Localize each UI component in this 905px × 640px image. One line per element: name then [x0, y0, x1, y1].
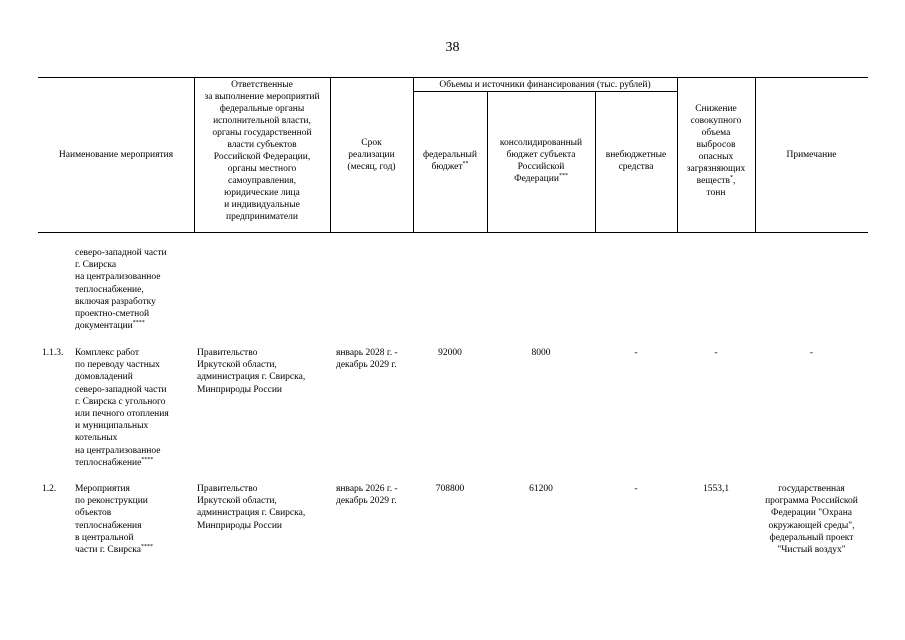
header-federal: федеральный бюджет**	[423, 150, 477, 172]
page-number: 38	[445, 40, 460, 55]
table-row-federal: 92000	[438, 348, 462, 358]
table-row-responsible: Правительство Иркутской области, администрация г. Свирска, Минприроды России	[197, 348, 306, 395]
table-row-term: январь 2028 г. - декабрь 2029 г.	[336, 348, 398, 371]
header-note: Примечание	[786, 150, 837, 160]
table-row-note: государственная программа Российской Федерации "Охрана окружающей среды", федеральный проект "Чистый воздух"	[765, 484, 858, 556]
header-reduction: Снижение совокупного объема выбросов опасных загрязняющих веществ*, тонн	[686, 104, 746, 198]
table-row-consolidated: 61200	[529, 484, 553, 494]
table-row-number: 1.1.3.	[42, 348, 64, 358]
table-header-bottom-rule	[38, 232, 868, 233]
funding-subheader-rule	[413, 91, 677, 92]
table-row-number: 1.2.	[42, 484, 57, 494]
table-row-reduction: -	[714, 348, 718, 358]
table-row-note: -	[809, 348, 814, 358]
table-row-responsible: Правительство Иркутской области, администрация г. Свирска, Минприроды России	[197, 484, 306, 531]
table-row-term: январь 2026 г. - декабрь 2029 г.	[336, 484, 398, 507]
header-consolidated: консолидированный бюджет субъекта Российской Федерации***	[499, 138, 583, 184]
table-row-extrabudget: -	[634, 484, 638, 494]
table-row-name: Комплекс работ по переводу частных домовладений северо-западной части г. Свирска с угольного или печного отопления и муниципальных котельных на централизованное теплоснабжение****	[75, 348, 169, 468]
table-row-federal: 708800	[435, 484, 465, 494]
header-term: Срок реализации (месяц, год)	[347, 138, 396, 172]
table-row-name: Мероприятия по реконструкции объектов теплоснабжения в центральной части г. Свирска****	[75, 484, 153, 556]
table-row-consolidated: 8000	[531, 348, 551, 358]
table-top-rule	[38, 77, 868, 78]
table-row-reduction: 1553,1	[702, 484, 730, 494]
header-extrabudget: внебюджетные средства	[605, 150, 667, 172]
header-responsible: Ответственные за выполнение мероприятий федеральные органы исполнительной власти, органы государственной власти субъектов Российской Федерации, органы местного самоуправления, юридические лица и индивидуальные предприниматели	[204, 80, 320, 222]
header-name: Наименование мероприятия	[58, 150, 174, 160]
table-row-extrabudget: -	[634, 348, 638, 358]
table-row-name: северо-западной части г. Свирска на централизованное теплоснабжение, включая разработку проектно-сметной документации****	[75, 248, 167, 332]
header-funding: Объемы и источники финансирования (тыс. рублей)	[439, 80, 651, 90]
